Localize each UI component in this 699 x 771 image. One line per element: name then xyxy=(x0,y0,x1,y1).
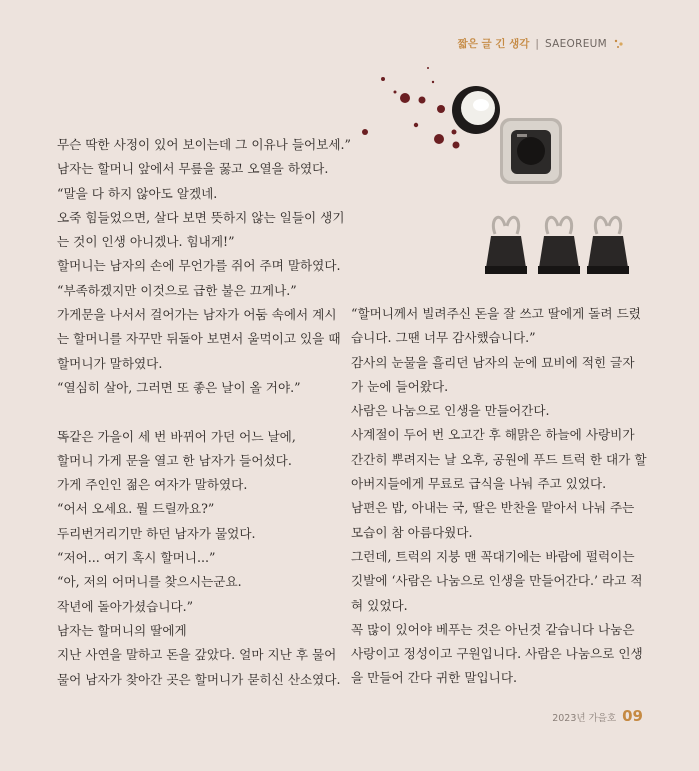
header-separator: | xyxy=(535,37,539,50)
desk-illustration xyxy=(355,58,635,288)
series-title: 짧은 글 긴 생각 xyxy=(457,38,530,50)
issue-label: 2023년 가을호 xyxy=(552,713,617,724)
sparkle-icon xyxy=(613,38,625,50)
page-header xyxy=(458,36,625,51)
text-line: 똑같은 가을이 세 번 바뀌어 가던 어느 날에, xyxy=(57,428,296,444)
text-line: 남편은 밥, 아내는 국, 딸은 반찬을 맡아서 나눠 주는 xyxy=(351,500,635,516)
text-line: 사계절이 두어 번 오고간 후 해맑은 하늘에 사랑비가 xyxy=(351,427,635,443)
page-number: 09 xyxy=(622,707,643,725)
text-line: “할머니께서 빌려주신 돈을 잘 쓰고 딸에게 돌려 드렸 xyxy=(351,306,641,321)
text-line: 습니다. 그땐 너무 감사했습니다.” xyxy=(351,330,536,346)
text-line: 가게문을 나서서 걸어가는 남자가 어둠 속에서 계시 xyxy=(57,307,337,323)
text-line: 모습이 참 아름다웠다. xyxy=(351,524,473,540)
text-line: 을 만들어 간다 귀한 말입니다. xyxy=(351,670,518,686)
text-line: 그런데, 트럭의 지붕 맨 꼭대기에는 바람에 펄럭이는 xyxy=(351,548,635,564)
text-line: 남자는 할머니의 딸에게 xyxy=(57,622,187,638)
text-line: 아버지들에게 무료로 급식을 나눠 주고 있었다. xyxy=(351,476,607,492)
text-line: 는 할머니를 자꾸만 뒤돌아 보면서 울먹이고 있을 때 xyxy=(57,331,341,347)
text-line: “부족하겠지만 이것으로 급한 불은 끄게나.” xyxy=(57,282,297,298)
text-line: 가 눈에 들어왔다. xyxy=(351,378,449,394)
text-line: 간간히 뿌려지는 날 오후, 공원에 푸드 트럭 한 대가 할 xyxy=(351,451,647,467)
text-line: “어서 오세요. 뭘 드릴까요?” xyxy=(57,501,215,517)
text-line: “저어... 여기 혹시 할머니...” xyxy=(57,550,216,566)
text-line: “말을 다 하지 않아도 알겠네. xyxy=(57,185,218,201)
wax-jar-icon xyxy=(452,86,500,134)
ink-splatter xyxy=(362,67,460,149)
paragraph-gap xyxy=(57,400,351,424)
text-line: 깃발에 ‘사람은 나눔으로 인생을 만들어간다.’ 라고 적 xyxy=(351,573,643,589)
text-line: 가게 주인인 젊은 여자가 말하였다. xyxy=(57,477,248,493)
text-line: “아, 저의 어머니를 찾으시는군요. xyxy=(57,574,242,590)
text-line: 혀 있었다. xyxy=(351,597,408,613)
text-line: 할머니가 말하였다. xyxy=(57,355,163,371)
text-line: 지난 사연을 말하고 돈을 갚았다. 얼마 지난 후 물어 xyxy=(57,647,337,663)
text-line: 꼭 많이 있어야 베푸는 것은 아닌것 같습니다 나눔은 xyxy=(351,621,635,637)
text-line: 오죽 힘들었으면, 살다 보면 뜻하지 않는 일들이 생기 xyxy=(57,209,345,225)
text-line: 사랑이고 정성이고 구원입니다. 사람은 나눔으로 인생 xyxy=(351,646,643,662)
text-line: “열심히 살아, 그러면 또 좋은 날이 올 거야.” xyxy=(57,379,301,395)
page-footer xyxy=(552,707,643,725)
text-line: 남자는 할머니 앞에서 무릎을 꿇고 오열을 하였다. xyxy=(57,161,329,177)
text-line: 할머니 가게 문을 열고 한 남자가 들어섰다. xyxy=(57,452,292,468)
text-line: 두리번거리기만 하던 남자가 물었다. xyxy=(57,525,256,541)
right-text-column xyxy=(351,302,647,691)
text-line: 물어 남자가 찾아간 곳은 할머니가 묻히신 산소였다. xyxy=(57,671,341,687)
magazine-brand: SAEOREUM xyxy=(544,37,607,50)
text-line: 무슨 딱한 사정이 있어 보이는데 그 이유나 들어보세.” xyxy=(57,137,351,152)
text-line: 는 것이 인생 아니겠나. 힘내게!” xyxy=(57,234,235,250)
ink-bottle-icon xyxy=(500,118,562,184)
text-line: 할머니는 남자의 손에 무언가를 쥐어 주며 말하였다. xyxy=(57,258,341,274)
text-line: 감사의 눈물을 흘리던 남자의 눈에 묘비에 적힌 글자 xyxy=(351,354,635,370)
text-line: 사람은 나눔으로 인생을 만들어간다. xyxy=(351,403,550,419)
text-line: 작년에 돌아가셨습니다.” xyxy=(57,598,194,614)
binder-clip-icon xyxy=(485,217,629,274)
left-text-column xyxy=(57,133,351,692)
